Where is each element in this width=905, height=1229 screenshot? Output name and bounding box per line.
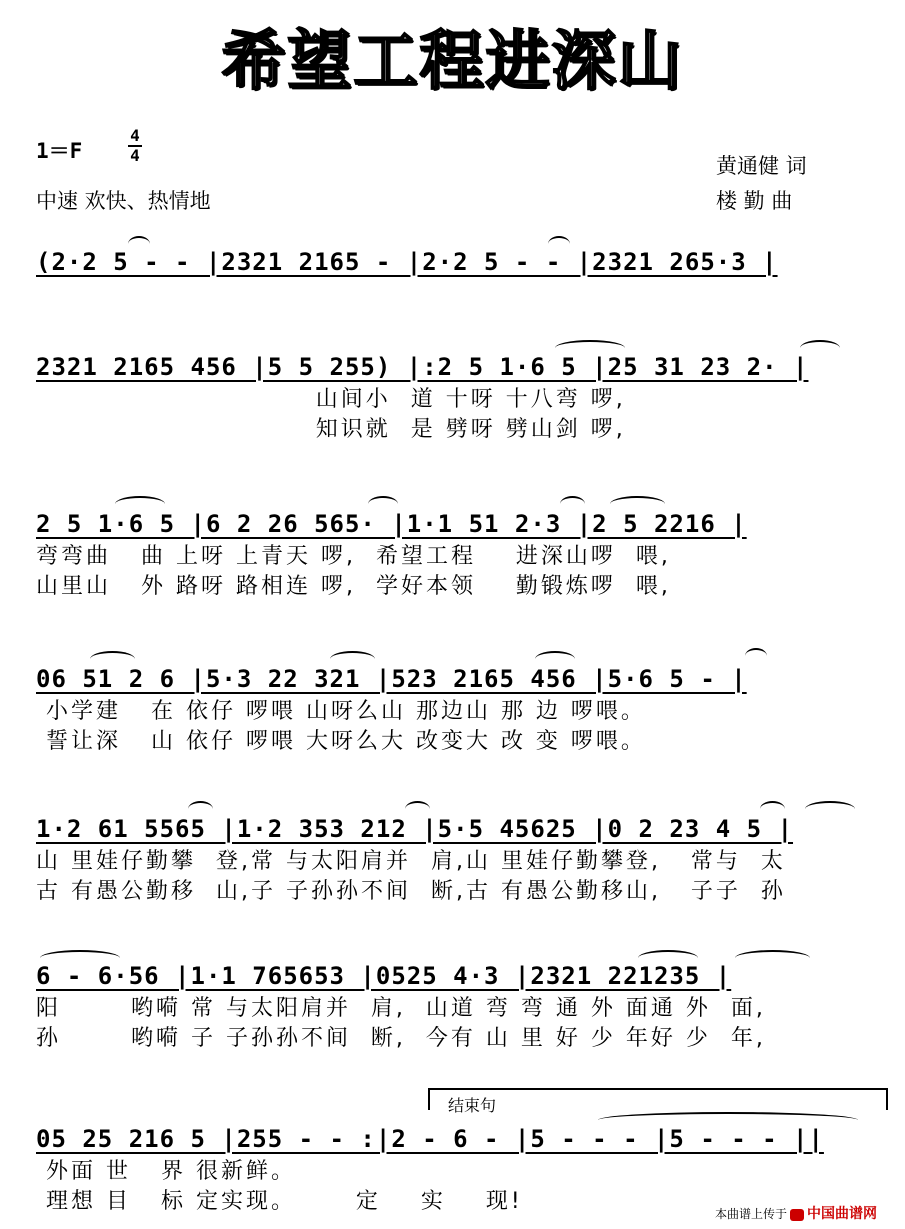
lyric-verse-2: 理想 目 标 定实现。 定 实 现!: [36, 1189, 523, 1214]
song-title: 希望工程进深山: [221, 25, 684, 99]
notation-line: (2·2 5 - - |2321 2165 - |2·2 5 - - |2321 265·3 |: [36, 248, 778, 276]
slur-mark: [90, 651, 135, 667]
score-system-1: [36, 248, 881, 280]
ending-label: 结束句: [448, 1096, 497, 1115]
tie-mark: [598, 1112, 858, 1128]
lyric-verse-2: 知识就 是 劈呀 劈山剑 啰,: [36, 417, 626, 442]
key-signature: 1＝F: [36, 139, 83, 163]
slur-mark: [805, 801, 855, 817]
slur-mark: [638, 950, 698, 966]
lyric-verse-1: 小学建 在 依仔 啰喂 山呀么山 那边山 那 边 啰喂。: [36, 699, 646, 724]
lyricist-credit: 黄通健 词: [716, 154, 807, 178]
score-system-4: [36, 665, 881, 757]
lyric-verse-1: 阳 哟嗬 常 与太阳肩并 肩, 山道 弯 弯 通 外 面通 外 面,: [36, 996, 766, 1021]
composer-credit: 楼 勤 曲: [716, 189, 793, 213]
notation-line: 2321 2165 456 |5 5 255) |:2 5 1·6 5 |25 31 23 2· |: [36, 353, 809, 381]
slur-mark: [535, 651, 575, 667]
lyric-verse-1: 弯弯曲 曲 上呀 上青天 啰, 希望工程 进深山啰 喂,: [36, 544, 671, 569]
notation-line: 1·2 61 5565 |1·2 353 212 |5·5 45625 |0 2 23 4 5 |: [36, 815, 794, 843]
ending-bracket: [428, 1088, 888, 1110]
notation-line: 6 - 6·56 |1·1 765653 |0525 4·3 |2321 221235 |: [36, 962, 732, 990]
lyric-verse-1: 外面 世 界 很新鲜。: [36, 1159, 296, 1184]
score-system-6: [36, 962, 881, 1054]
tie-mark: [40, 950, 120, 966]
watermark-prefix: 本曲谱上传于: [715, 1207, 788, 1221]
notation-line: 06 51 2 6 |5·3 22 321 |523 2165 456 |5·6 5 - |: [36, 665, 747, 693]
notation-line: 05 25 216 5 |255 - - :|2 - 6 - |5 - - - |5 - - - ||: [36, 1125, 824, 1153]
site-logo-icon: [790, 1209, 804, 1221]
score-system-3: [36, 510, 881, 602]
notation-line: 2 5 1·6 5 |6 2 26 565· |1·1 51 2·3 |2 5 2216 |: [36, 510, 747, 538]
trill-mark: [548, 236, 570, 252]
time-signature: [128, 128, 142, 164]
lyric-verse-1: 山间小 道 十呀 十八弯 啰,: [36, 387, 626, 412]
score-system-2: [36, 353, 881, 445]
slur-mark: [800, 340, 840, 356]
trill-mark: [745, 648, 767, 664]
slur-mark: [735, 950, 810, 966]
source-watermark: [715, 1203, 877, 1223]
slur-mark: [555, 340, 625, 356]
score-system-5: [36, 815, 881, 907]
slur-mark: [368, 496, 398, 512]
slur-mark: [188, 801, 213, 817]
lyric-verse-2: 孙 哟嗬 子 子孙孙不间 断, 今有 山 里 好 少 年好 少 年,: [36, 1026, 766, 1051]
watermark-brand: 中国曲谱网: [807, 1206, 878, 1222]
tempo-marking: 中速 欢快、热情地: [36, 189, 211, 213]
lyric-verse-2: 山里山 外 路呀 路相连 啰, 学好本领 勤锻炼啰 喂,: [36, 574, 671, 599]
slur-mark: [760, 801, 785, 817]
slur-mark: [610, 496, 665, 512]
lyric-verse-1: 山 里娃仔勤攀 登,常 与太阳肩并 肩,山 里娃仔勤攀登, 常与 太: [36, 849, 786, 874]
slur-mark: [560, 496, 585, 512]
slur-mark: [115, 496, 165, 512]
time-signature-bottom: 4: [130, 146, 140, 165]
time-signature-top: 4: [130, 126, 140, 145]
slur-mark: [405, 801, 430, 817]
slur-mark: [330, 651, 375, 667]
lyric-verse-2: 古 有愚公勤移 山,子 子孙孙不间 断,古 有愚公勤移山, 子子 孙: [36, 879, 786, 904]
trill-mark: [128, 236, 150, 252]
lyric-verse-2: 誓让深 山 依仔 啰喂 大呀么大 改变大 改 变 啰喂。: [36, 729, 646, 754]
